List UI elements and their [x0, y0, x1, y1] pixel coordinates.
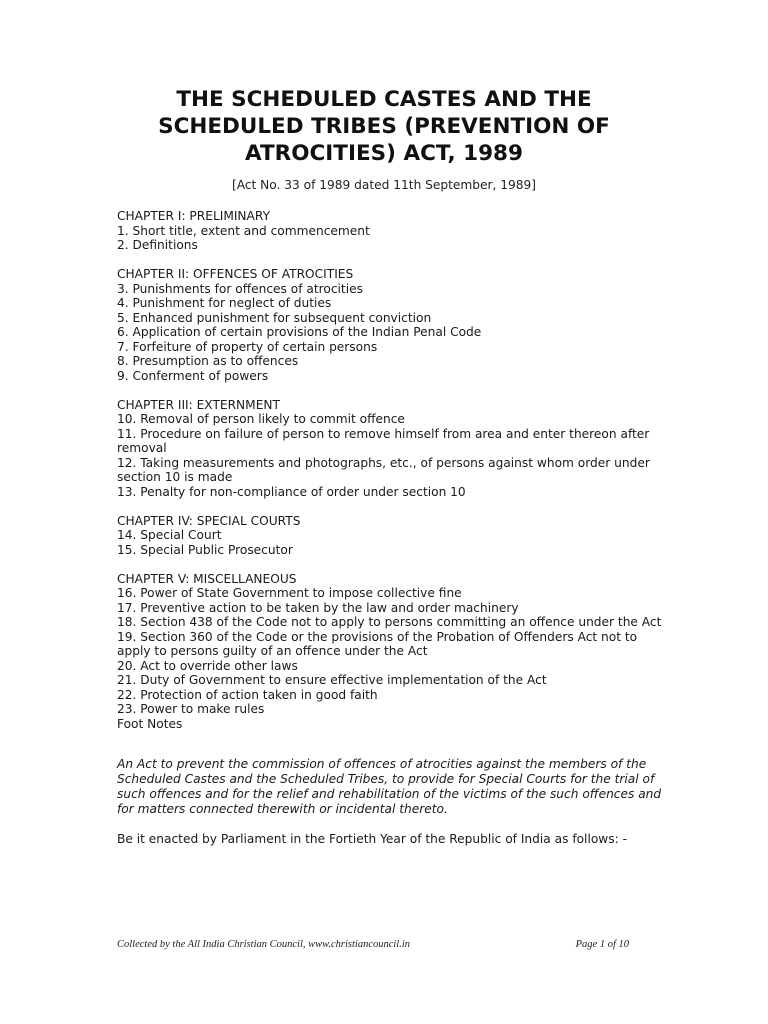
toc-entry: 4. Punishment for neglect of duties	[117, 296, 332, 310]
toc-entry: 6. Application of certain provisions of the Indian Penal Code	[117, 325, 482, 339]
toc-entry: apply to persons guilty of an offence under the Act	[117, 644, 428, 658]
chapter-heading: CHAPTER II: OFFENCES OF ATROCITIES	[117, 267, 354, 281]
toc-entry: 8. Presumption as to offences	[117, 354, 299, 368]
page-number: Page 1 of 10	[575, 939, 629, 950]
page-footer	[117, 938, 629, 951]
toc-entry: 14. Special Court	[117, 528, 222, 542]
toc-entry: 9. Conferment of powers	[117, 368, 269, 383]
toc-entry: 3. Punishments for offences of atrocities	[117, 281, 363, 296]
toc-entry: 11. Procedure on failure of person to remove himself from area and enter thereon after	[117, 426, 650, 441]
table-of-contents	[117, 209, 662, 731]
toc-entry: 1. Short title, extent and commencement	[117, 223, 370, 238]
title-line: ATROCITIES) ACT, 1989	[245, 141, 523, 166]
toc-entry: 7. Forfeiture of property of certain persons	[117, 339, 378, 354]
act-number: [Act No. 33 of 1989 dated 11th September, 1989]	[231, 178, 537, 192]
toc-entry: 5. Enhanced punishment for subsequent conviction	[117, 310, 432, 325]
toc-entry: 15. Special Public Prosecutor	[117, 542, 293, 557]
toc-entry: 20. Act to override other laws	[117, 658, 298, 673]
toc-entry: removal	[117, 441, 167, 455]
toc-entry: 2. Definitions	[117, 238, 198, 252]
toc-entry: 23. Power to make rules	[117, 702, 265, 716]
chapter-heading: CHAPTER III: EXTERNMENT	[117, 397, 280, 412]
chapter-heading: CHAPTER I: PRELIMINARY	[117, 209, 271, 223]
preamble-line: such offences and for the relief and rehabilitation of the victims of the such offences and	[117, 787, 662, 801]
title-line: SCHEDULED TRIBES (PREVENTION OF	[158, 114, 610, 139]
toc-entry: 22. Protection of action taken in good faith	[117, 687, 378, 702]
toc-entry: 18. Section 438 of the Code not to apply to persons committing an offence under the Act	[117, 615, 662, 629]
document-title	[0, 86, 768, 167]
footer-source: Collected by the All India Christian Council, www.christiancouncil.in	[117, 939, 411, 950]
toc-entry: 10. Removal of person likely to commit offence	[117, 412, 405, 426]
preamble-line: Scheduled Castes and the Scheduled Tribes, to provide for Special Courts for the trial of	[117, 772, 655, 786]
toc-entry: 21. Duty of Government to ensure effective implementation of the Act	[117, 673, 547, 687]
preamble-line: An Act to prevent the commission of offences of atrocities against the members of the	[117, 757, 647, 771]
toc-entry: 17. Preventive action to be taken by the law and order machinery	[117, 600, 519, 615]
toc-entry: 12. Taking measurements and photographs, etc., of persons against whom order under	[117, 455, 650, 470]
enactment-clause: Be it enacted by Parliament in the Fortieth Year of the Republic of India as follows: -	[117, 832, 627, 846]
preamble-line: for matters connected therewith or incidental thereto.	[117, 802, 448, 816]
toc-entry: 16. Power of State Government to impose collective fine	[117, 586, 462, 600]
toc-entry: 19. Section 360 of the Code or the provisions of the Probation of Offenders Act not to	[117, 629, 638, 644]
toc-entry: section 10 is made	[117, 470, 233, 484]
chapter-heading: CHAPTER IV: SPECIAL COURTS	[117, 513, 301, 528]
chapter-heading: CHAPTER V: MISCELLANEOUS	[117, 571, 297, 586]
toc-entry: 13. Penalty for non-compliance of order under section 10	[117, 484, 466, 499]
preamble	[117, 757, 662, 817]
toc-entry-footnotes: Foot Notes	[117, 716, 183, 731]
title-line: THE SCHEDULED CASTES AND THE	[176, 87, 592, 112]
